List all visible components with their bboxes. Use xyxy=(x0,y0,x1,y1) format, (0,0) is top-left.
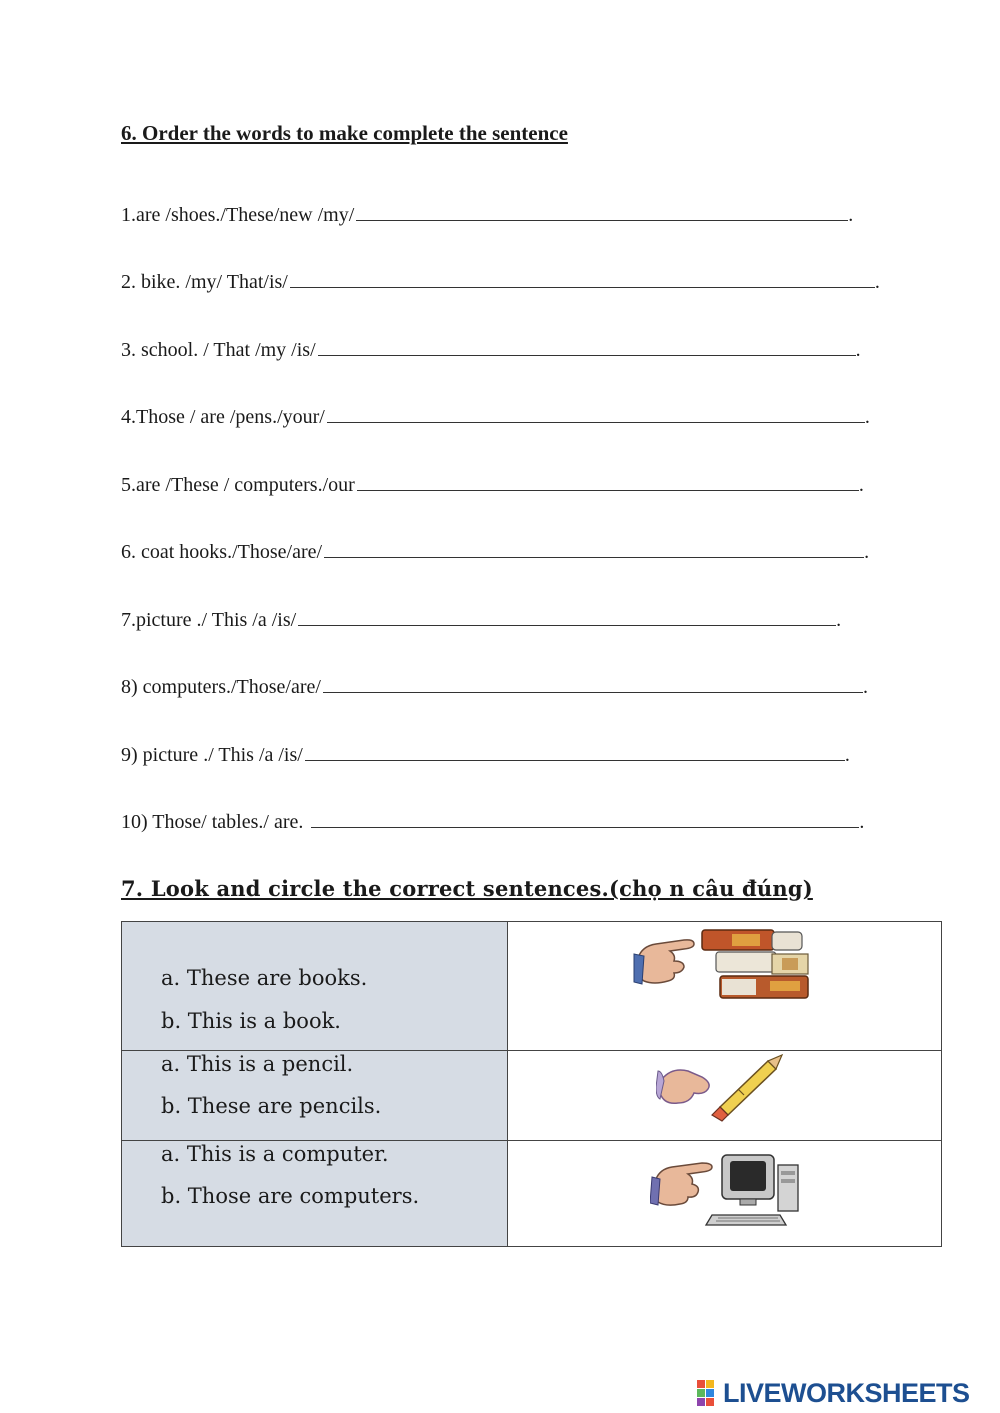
answer-blank-3[interactable] xyxy=(318,341,856,356)
picture-cell xyxy=(508,1141,941,1246)
question-9-prompt: 9) picture ./ This /a /is/ xyxy=(121,744,303,766)
question-9 xyxy=(121,744,850,767)
question-9-end: . xyxy=(844,744,850,766)
hand-pointing-at-computer-image xyxy=(650,1151,800,1227)
question-4-end: . xyxy=(864,406,870,428)
liveworksheets-logo-icon xyxy=(697,1380,723,1406)
question-6-end: . xyxy=(864,541,870,563)
question-7-prompt: 7.picture ./ This /a /is/ xyxy=(121,609,297,631)
answer-blank-8[interactable] xyxy=(323,678,863,693)
question-3-prompt: 3. school. / That /my /is/ xyxy=(121,339,316,361)
question-8-prompt: 8) computers./Those/are/ xyxy=(121,676,321,698)
section-6-title: 6. Order the words to make complete the sentence xyxy=(121,121,568,145)
question-6-prompt: 6. coat hooks./Those/are/ xyxy=(121,541,323,563)
question-6 xyxy=(121,541,869,564)
sentence-options-cell xyxy=(122,1141,508,1246)
answer-blank-7[interactable] xyxy=(298,611,836,626)
hand-pointing-at-books-image xyxy=(632,924,814,1006)
option-a[interactable]: a. These are books. xyxy=(161,966,368,990)
question-5-end: . xyxy=(858,474,864,496)
question-3 xyxy=(121,339,861,362)
option-b[interactable]: b. These are pencils. xyxy=(161,1094,382,1118)
question-4-prompt: 4.Those / are /pens./your/ xyxy=(121,406,325,428)
answer-blank-9[interactable] xyxy=(305,746,845,761)
question-10-prompt: 10) Those/ tables./ are. xyxy=(121,811,304,833)
table-row xyxy=(122,1051,941,1141)
table-row xyxy=(122,1141,941,1246)
question-2-end: . xyxy=(874,271,880,293)
question-1 xyxy=(121,204,853,227)
question-3-end: . xyxy=(855,339,861,361)
answer-blank-1[interactable] xyxy=(356,206,848,221)
sentence-options-cell xyxy=(122,922,508,1050)
answer-blank-6[interactable] xyxy=(324,543,864,558)
picture-cell xyxy=(508,922,941,1050)
answer-blank-5[interactable] xyxy=(357,476,859,491)
question-2-prompt: 2. bike. /my/ That/is/ xyxy=(121,271,288,293)
picture-sentence-table xyxy=(121,921,942,1247)
answer-blank-2[interactable] xyxy=(290,273,875,288)
question-8-end: . xyxy=(862,676,868,698)
question-10-end: . xyxy=(859,811,865,833)
option-b[interactable]: b. Those are computers. xyxy=(161,1184,420,1208)
picture-cell xyxy=(508,1051,941,1140)
answer-blank-10[interactable] xyxy=(311,813,859,828)
question-2 xyxy=(121,271,880,294)
table-row xyxy=(122,922,941,1051)
hand-and-pencil-image xyxy=(656,1053,806,1125)
question-7 xyxy=(121,609,841,632)
question-5-prompt: 5.are /These / computers./our xyxy=(121,474,355,496)
answer-blank-4[interactable] xyxy=(327,408,865,423)
liveworksheets-logo xyxy=(697,1378,970,1408)
question-5 xyxy=(121,474,864,497)
section-7-title: 7. Look and circle the correct sentences.(chọ n câu đúng) xyxy=(121,876,813,901)
option-a[interactable]: a. This is a pencil. xyxy=(161,1052,354,1076)
question-4 xyxy=(121,406,870,429)
option-a[interactable]: a. This is a computer. xyxy=(161,1142,389,1166)
question-10 xyxy=(121,811,864,834)
question-1-prompt: 1.are /shoes./These/new /my/ xyxy=(121,204,355,226)
question-8 xyxy=(121,676,868,699)
option-b[interactable]: b. This is a book. xyxy=(161,1009,341,1033)
question-7-end: . xyxy=(836,609,842,631)
sentence-options-cell xyxy=(122,1051,508,1140)
liveworksheets-brand-text: LIVEWORKSHEETS xyxy=(723,1377,970,1408)
question-1-end: . xyxy=(848,204,854,226)
